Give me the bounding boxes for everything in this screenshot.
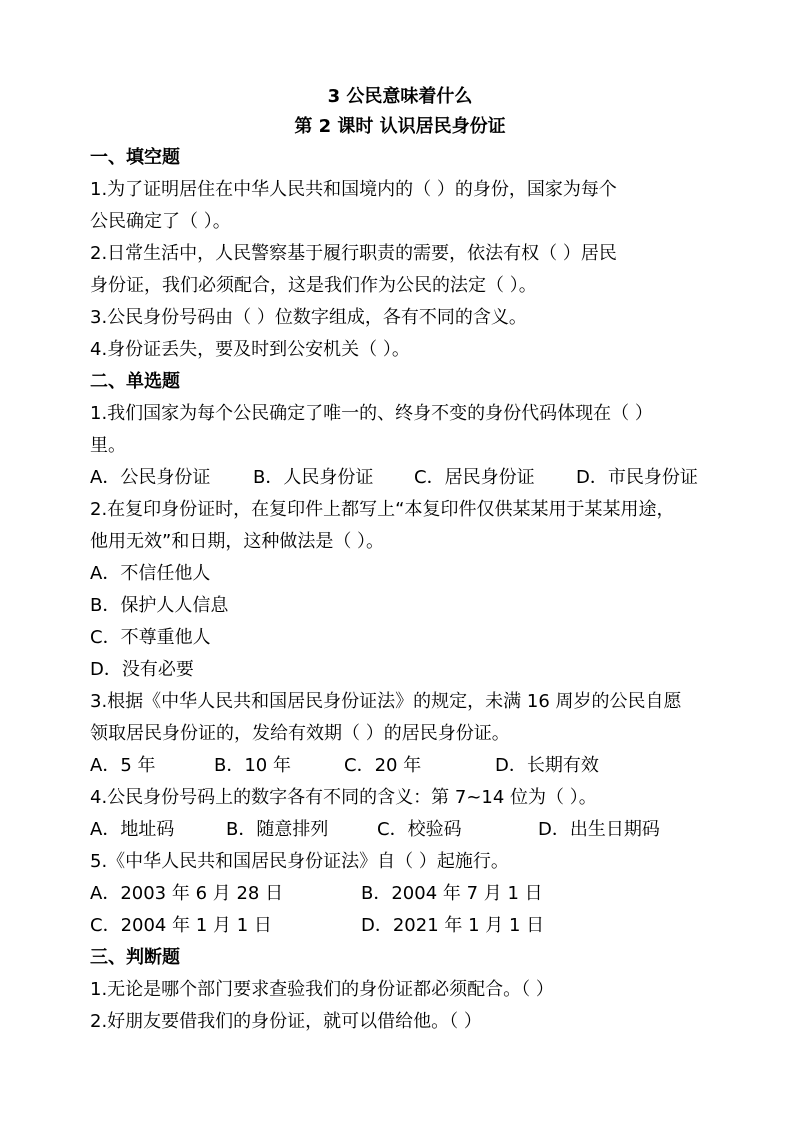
option: B．人民身份证	[253, 467, 374, 488]
fill-line: 2.日常生活中，人民警察基于履行职责的需要，依法有权（ ）居民	[90, 243, 617, 264]
option-row	[90, 462, 710, 494]
question-text: 里。	[90, 435, 126, 456]
page-title: 3 公民意味着什么	[327, 86, 473, 107]
option: C．20 年	[344, 755, 422, 776]
option: C．不尊重他人	[90, 627, 211, 648]
section-heading-single: 二、单选题	[90, 371, 180, 392]
option: C．2004 年 1 月 1 日	[90, 915, 272, 936]
option: D．市民身份证	[576, 467, 698, 488]
option: C．居民身份证	[414, 467, 535, 488]
question-text: 1.我们国家为每个公民确定了唯一的、终身不变的身份代码体现在（ ）	[90, 403, 653, 424]
question-text: 2.在复印身份证时，在复印件上都写上“本复印件仅供某某用于某某用途，	[90, 499, 675, 520]
option: D．没有必要	[90, 659, 194, 680]
option: A．地址码	[90, 819, 175, 840]
fill-line: 3.公民身份号码由（ ）位数字组成，各有不同的含义。	[90, 307, 527, 328]
option: B．保护人人信息	[90, 595, 229, 616]
option: A．5 年	[90, 755, 156, 776]
option: D．出生日期码	[538, 819, 660, 840]
question-text: 3.根据《中华人民共和国居民身份证法》的规定，未满 16 周岁的公民自愿	[90, 691, 682, 712]
question-text: 5.《中华人民共和国居民身份证法》自（ ）起施行。	[90, 851, 509, 872]
fill-line: 公民确定了（ ）。	[90, 211, 231, 232]
question-text: 他用无效”和日期，这种做法是（ ）。	[90, 531, 385, 552]
option-row	[90, 878, 710, 910]
option-row	[90, 750, 710, 782]
option-row	[90, 910, 710, 942]
option: D．2021 年 1 月 1 日	[361, 915, 545, 936]
option: A．2003 年 6 月 28 日	[90, 883, 284, 904]
option-row	[90, 814, 710, 846]
question-text: 领取居民身份证的，发给有效期（ ）的居民身份证。	[90, 723, 510, 744]
fill-line: 1.为了证明居住在中华人民共和国境内的（ ）的身份，国家为每个	[90, 179, 617, 200]
section-heading-fill: 一、填空题	[90, 147, 180, 168]
option: C．校验码	[377, 819, 462, 840]
option: B．随意排列	[226, 819, 329, 840]
page-subtitle: 第 2 课时 认识居民身份证	[294, 116, 506, 137]
section-heading-judge: 三、判断题	[90, 947, 180, 968]
judge-line: 1.无论是哪个部门要求查验我们的身份证都必须配合。（ ）	[90, 979, 554, 1000]
fill-line: 4.身份证丢失，要及时到公安机关（ ）。	[90, 339, 410, 360]
judge-line: 2.好朋友要借我们的身份证，就可以借给他。（ ）	[90, 1011, 482, 1032]
option: D．长期有效	[495, 755, 599, 776]
question-text: 4.公民身份号码上的数字各有不同的含义：第 7~14 位为（ ）。	[90, 787, 597, 808]
option: B．10 年	[214, 755, 291, 776]
option: A．不信任他人	[90, 563, 211, 584]
fill-line: 身份证，我们必须配合，这是我们作为公民的法定（ ）。	[90, 275, 537, 296]
worksheet-page	[90, 82, 710, 1038]
option: A．公民身份证	[90, 467, 211, 488]
option: B．2004 年 7 月 1 日	[361, 883, 543, 904]
